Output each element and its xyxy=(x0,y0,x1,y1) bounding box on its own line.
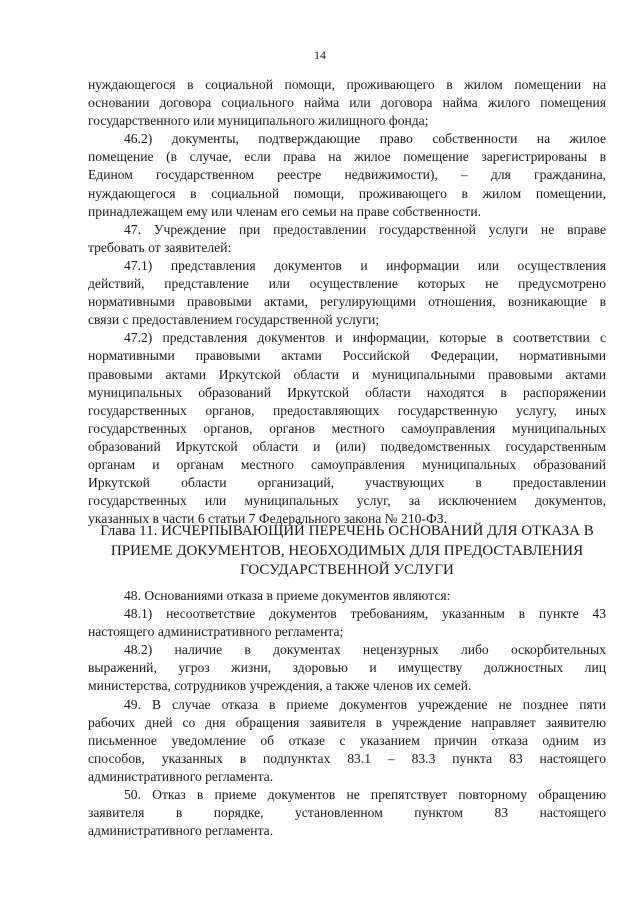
paragraph xyxy=(88,329,606,528)
text-line: связи с предоставлением государственной услуги; xyxy=(88,312,380,328)
text-line: правовыми актами Иркутской области и муниципальными правовыми актами xyxy=(88,366,606,382)
text-line: министерства, сотрудников учреждения, а также членов их семей. xyxy=(88,678,472,694)
heading-line: ГОСУДАРСТВЕННОЙ УСЛУГИ xyxy=(240,562,454,578)
text-line: 47. Учреждение при предоставлении государственной услуги не вправе xyxy=(124,221,606,237)
text-line: административного регламента. xyxy=(88,823,274,839)
text-line: нуждающегося в социальной помощи, проживающего в жилом помещении, xyxy=(88,185,606,201)
text-line: 49. В случае отказа в приеме документов учреждение не позднее пяти xyxy=(124,696,606,712)
chapter-heading xyxy=(88,522,606,581)
text-line: образований Иркутской области и (или) подведомственных государственным xyxy=(88,438,606,454)
paragraph xyxy=(88,130,606,220)
text-line: нуждающегося в социальной помощи, проживающего в жилом помещении на xyxy=(88,77,606,92)
text-line: муниципальных образований Иркутской области находятся в распоряжении xyxy=(88,384,606,400)
text-line: настоящего административного регламента; xyxy=(88,624,344,640)
text-line: Иркутской области организаций, участвующих в предоставлении xyxy=(88,475,606,491)
text-line: основании договора социального найма или договора найма жилого помещения xyxy=(88,95,606,111)
text-line: 47.2) представления документов и информации, которые в соответствии с xyxy=(124,330,606,346)
text-line: 48.1) несоответствие документов требованиям, указанным в пункте 43 xyxy=(124,606,606,622)
text-line: 50. Отказ в приеме документов не препятствует повторному обращению xyxy=(124,787,606,803)
paragraph xyxy=(88,696,606,786)
paragraph xyxy=(88,587,606,605)
body-text-upper xyxy=(88,76,606,528)
paragraph xyxy=(88,76,606,130)
text-line: принадлежащем ему или членам его семьи на праве собственности. xyxy=(88,203,482,219)
text-line: органам и органам местного самоуправления муниципальных образований xyxy=(88,456,606,472)
text-line: Едином государственном реестре недвижимости), – для гражданина, xyxy=(88,167,606,183)
text-line: действий, представление или осуществление которых не предусмотрено xyxy=(88,276,606,292)
text-line: государственных или муниципальных услуг, за исключением документов, xyxy=(88,493,606,509)
paragraph xyxy=(88,641,606,695)
text-line: 47.1) представления документов и информации или осуществления xyxy=(124,257,606,273)
paragraph xyxy=(88,221,606,257)
text-line: помещение (в случае, если права на жилое помещение зарегистрированы в xyxy=(88,149,606,165)
text-line: выражений, угроз жизни, здоровью и имуществу должностных лиц xyxy=(88,660,606,676)
heading-line: Глава 11. ИСЧЕРПЫВАЮЩИЙ ПЕРЕЧЕНЬ ОСНОВАНИЙ ДЛЯ ОТКАЗА В xyxy=(100,523,594,539)
text-line: требовать от заявителей: xyxy=(88,239,232,255)
text-line: государственных органов, предоставляющих государственную услугу, иных xyxy=(88,402,606,418)
text-line: указанных в части 6 статьи 7 Федерального закона № 210-ФЗ. xyxy=(88,511,447,527)
text-line: заявителя в порядке, установленном пунктом 83 настоящего xyxy=(88,805,606,821)
text-line: административного регламента. xyxy=(88,768,274,784)
heading-line: ПРИЕМЕ ДОКУМЕНТОВ, НЕОБХОДИМЫХ ДЛЯ ПРЕДОСТАВЛЕНИЯ xyxy=(110,542,584,559)
text-line: нормативными правовыми актами, регулирующими отношения, возникающие в xyxy=(88,294,606,310)
text-line: государственных органов, органов местного самоуправления муниципальных xyxy=(88,420,606,436)
text-line: нормативными правовыми актами Российской Федерации, нормативными xyxy=(88,348,606,364)
text-line: письменное уведомление об отказе с указанием причин отказа одним из xyxy=(88,732,606,748)
text-line: 48.2) наличие в документах нецензурных либо оскорбительных xyxy=(124,642,606,658)
text-line: рабочих дней со дня обращения заявителя в учреждение направляет заявителю xyxy=(88,714,606,730)
paragraph xyxy=(88,257,606,329)
text-line: 46.2) документы, подтверждающие право собственности на жилое xyxy=(124,131,606,147)
text-line: государственного или муниципального жилищного фонда; xyxy=(88,113,429,129)
body-text-lower xyxy=(88,587,606,840)
text-line: 48. Основаниями отказа в приеме документов являются: xyxy=(124,588,451,603)
paragraph xyxy=(88,605,606,641)
text-line: способов, указанных в подпунктах 83.1 – 83.3 пункта 83 настоящего xyxy=(88,750,606,766)
page-number: 14 xyxy=(314,48,326,62)
paragraph xyxy=(88,786,606,840)
